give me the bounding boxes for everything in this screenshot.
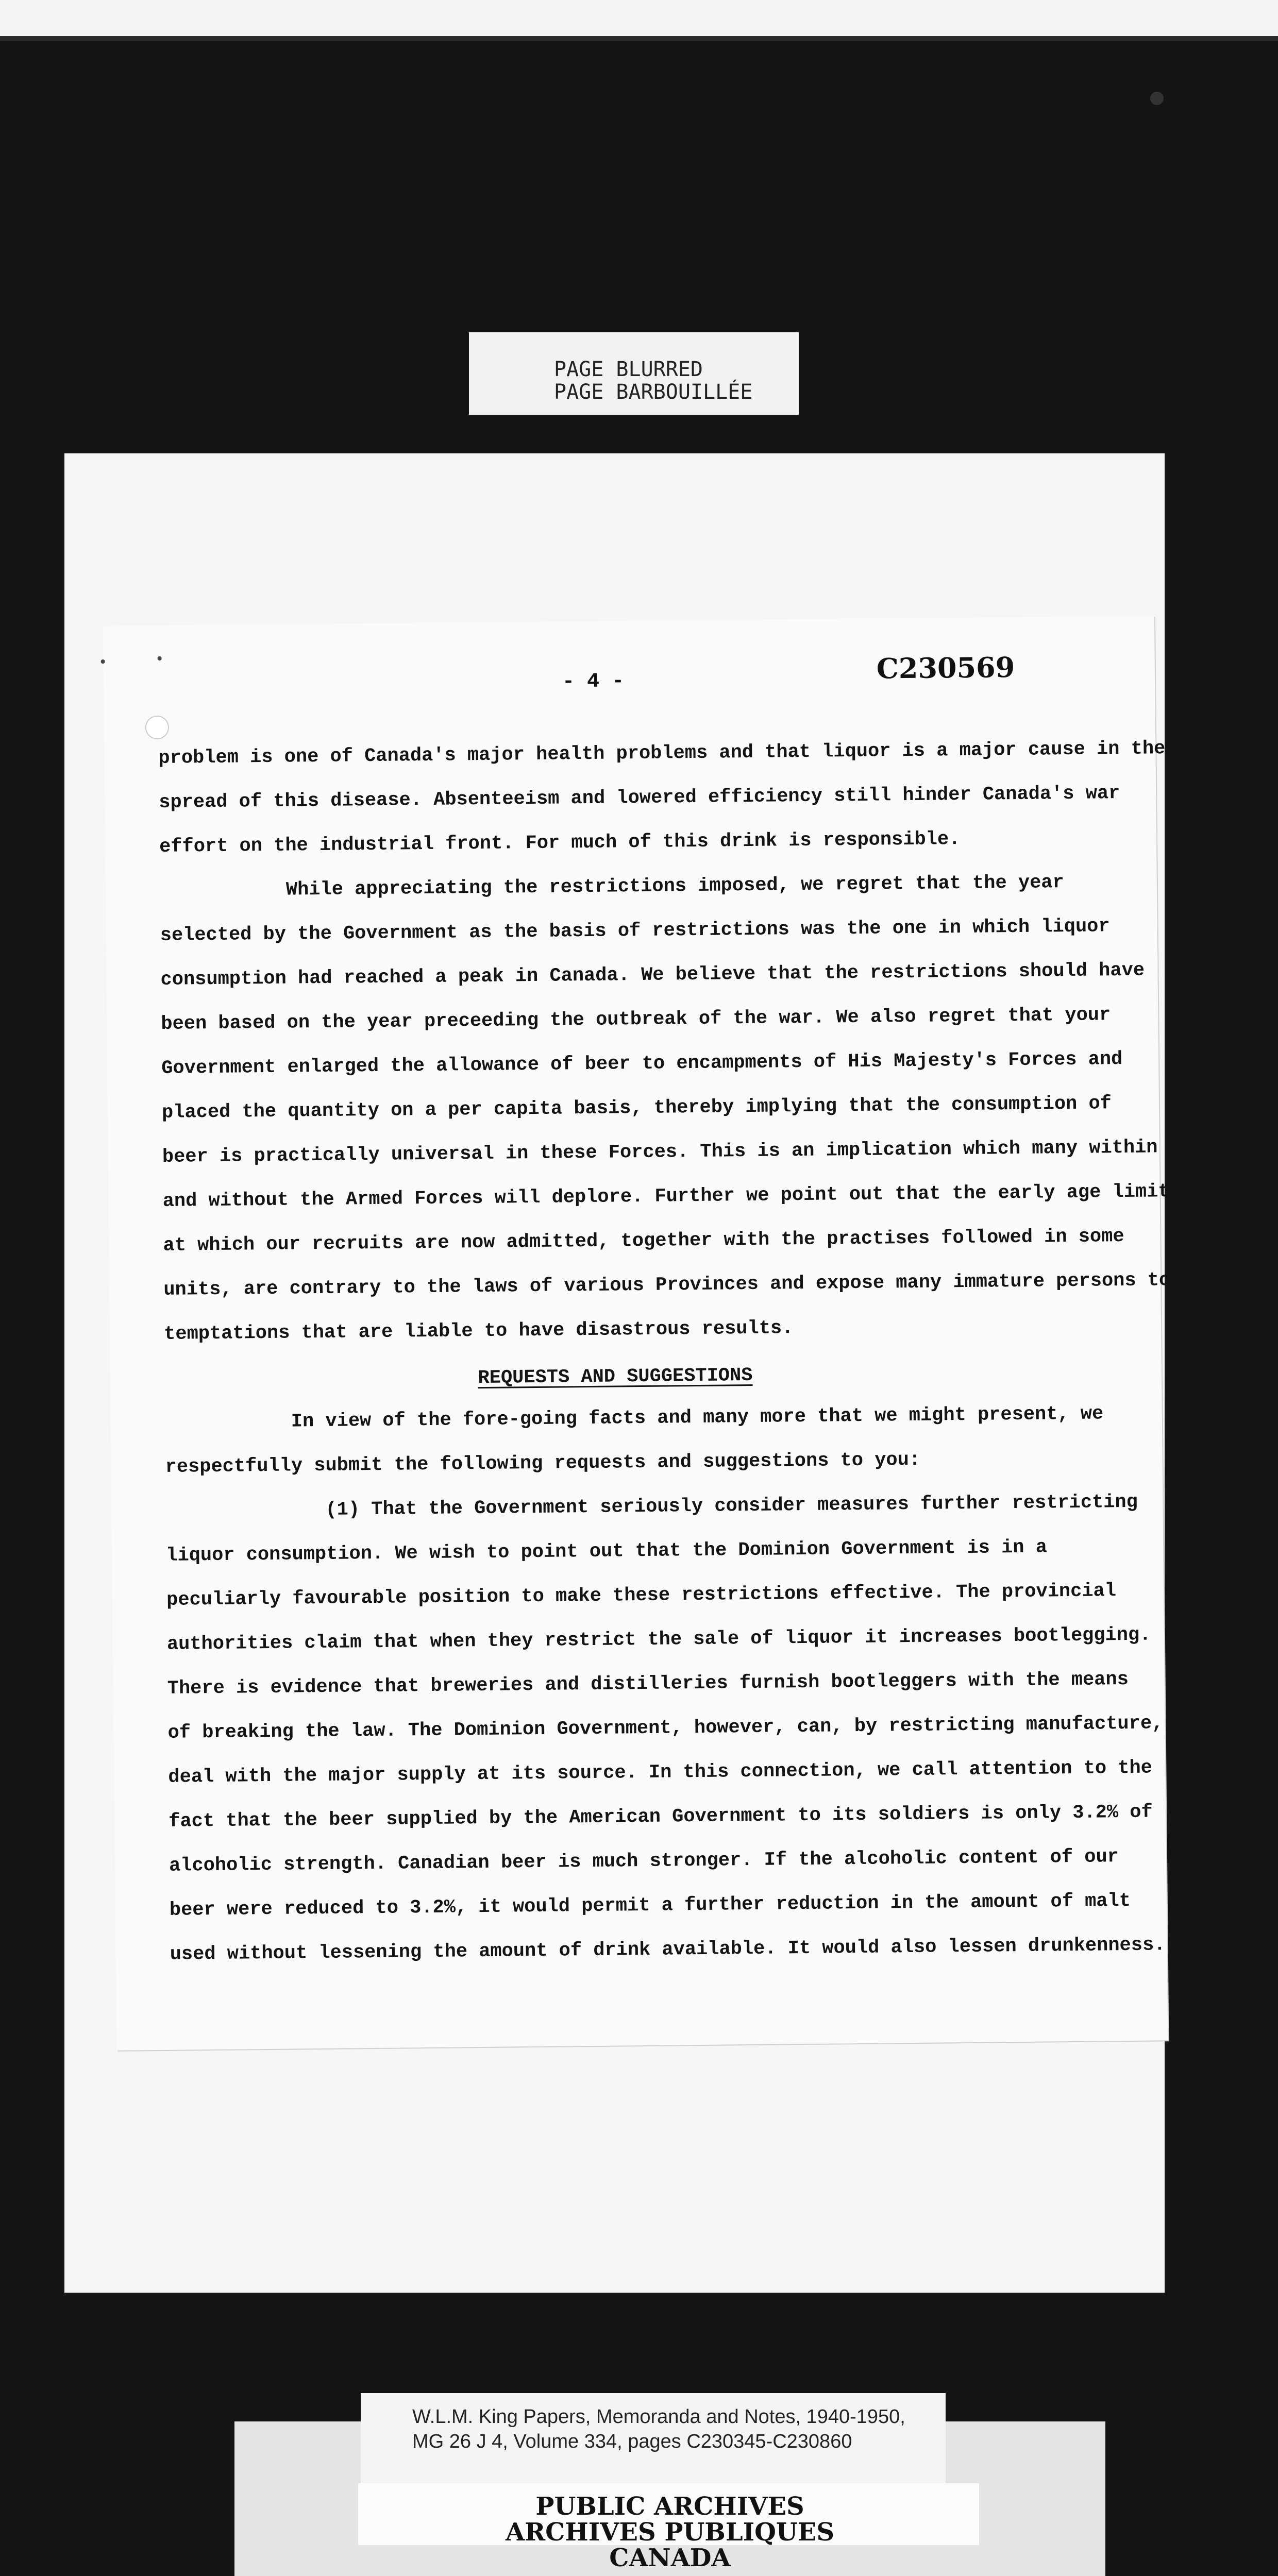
text-line: In view of the fore-going facts and many more that we might present, we xyxy=(291,1403,1104,1433)
text-line: fact that the beer supplied by the American Government to its soldiers is only 3.2% of xyxy=(169,1801,1153,1833)
page-blurred-stamp xyxy=(469,332,799,415)
text-line: deal with the major supply at its source. In this connection, we call attention to the xyxy=(168,1757,1153,1788)
text-line: There is evidence that breweries and distilleries furnish bootleggers with the means xyxy=(167,1668,1129,1700)
citation-line: W.L.M. King Papers, Memoranda and Notes, 1940-1950, xyxy=(412,2406,905,2428)
text-line: spread of this disease. Absenteeism and lowered efficiency still hinder Canada's war xyxy=(159,783,1120,814)
stamp-line-french: PAGE BARBOUILLÉE xyxy=(554,380,753,404)
text-line: authorities claim that when they restrict the sale of liquor it increases bootlegging. xyxy=(166,1624,1151,1655)
stamp-line-english: PAGE BLURRED xyxy=(554,358,703,381)
archive-stamp xyxy=(234,2494,1105,2571)
film-speck xyxy=(1150,92,1164,105)
text-line: and without the Armed Forces will deplore. Further we point out that the early age limit xyxy=(162,1181,1170,1212)
text-line: beer were reduced to 3.2%, it would permit a further reduction in the amount of malt xyxy=(169,1890,1131,1921)
text-line: used without lessening the amount of drink available. It would also lessen drunkenness. xyxy=(170,1934,1166,1965)
archive-line-country: CANADA xyxy=(609,2544,731,2572)
margin-mark: • xyxy=(98,654,108,672)
text-line: problem is one of Canada's major health problems and that liquor is a major cause in the xyxy=(158,738,1166,769)
text-line: been based on the year preceeding the outbreak of the war. We also regret that your xyxy=(161,1004,1111,1035)
text-line: liquor consumption. We wish to point out that the Dominion Government is in a xyxy=(166,1536,1048,1567)
text-line: beer is practically universal in these Forces. This is an implication which many within xyxy=(162,1137,1158,1168)
document-page xyxy=(98,616,1171,2050)
text-line: alcoholic strength. Canadian beer is much stronger. If the alcoholic content of our xyxy=(169,1846,1119,1877)
text-line: of breaking the law. The Dominion Government, however, can, by restricting manufacture, xyxy=(167,1713,1164,1744)
archive-line-french: ARCHIVES PUBLIQUES xyxy=(506,2518,834,2547)
archive-line-english: PUBLIC ARCHIVES xyxy=(535,2492,804,2521)
margin-mark: • xyxy=(155,651,164,669)
text-line: consumption had reached a peak in Canada. We believe that the restrictions should have xyxy=(160,959,1145,991)
citation-label xyxy=(361,2393,946,2483)
text-line: units, are contrary to the laws of various Provinces and expose many immature persons to xyxy=(163,1269,1171,1301)
document-id: C230569 xyxy=(876,651,1015,685)
text-line: (1) That the Government seriously consider measures further restricting xyxy=(325,1491,1138,1521)
film-top-strip xyxy=(0,0,1278,36)
text-line: respectfully submit the following requests and suggestions to you: xyxy=(165,1449,921,1478)
film-edge xyxy=(0,36,1278,41)
text-line: effort on the industrial front. For much of this drink is responsible. xyxy=(159,828,961,858)
document-body xyxy=(158,727,1171,1977)
page-number: - 4 - xyxy=(562,670,625,694)
text-line: peculiarly favourable position to make these restrictions effective. The provincial xyxy=(166,1580,1117,1611)
text-line: While appreciating the restrictions imposed, we regret that the year xyxy=(285,872,1064,901)
text-line: at which our recruits are now admitted, together with the practises followed in some xyxy=(163,1226,1124,1257)
text-line: temptations that are liable to have disastrous results. xyxy=(164,1317,794,1345)
text-line: Government enlarged the allowance of beer to encampments of His Majesty's Forces and xyxy=(161,1048,1123,1079)
text-line: selected by the Government as the basis of restrictions was the one in which liquor xyxy=(160,916,1110,946)
citation-line: MG 26 J 4, Volume 334, pages C230345-C230860 xyxy=(412,2431,852,2452)
section-heading-text: REQUESTS AND SUGGESTIONS xyxy=(478,1364,753,1389)
text-line: placed the quantity on a per capita basis, thereby implying that the consumption of xyxy=(161,1093,1112,1124)
